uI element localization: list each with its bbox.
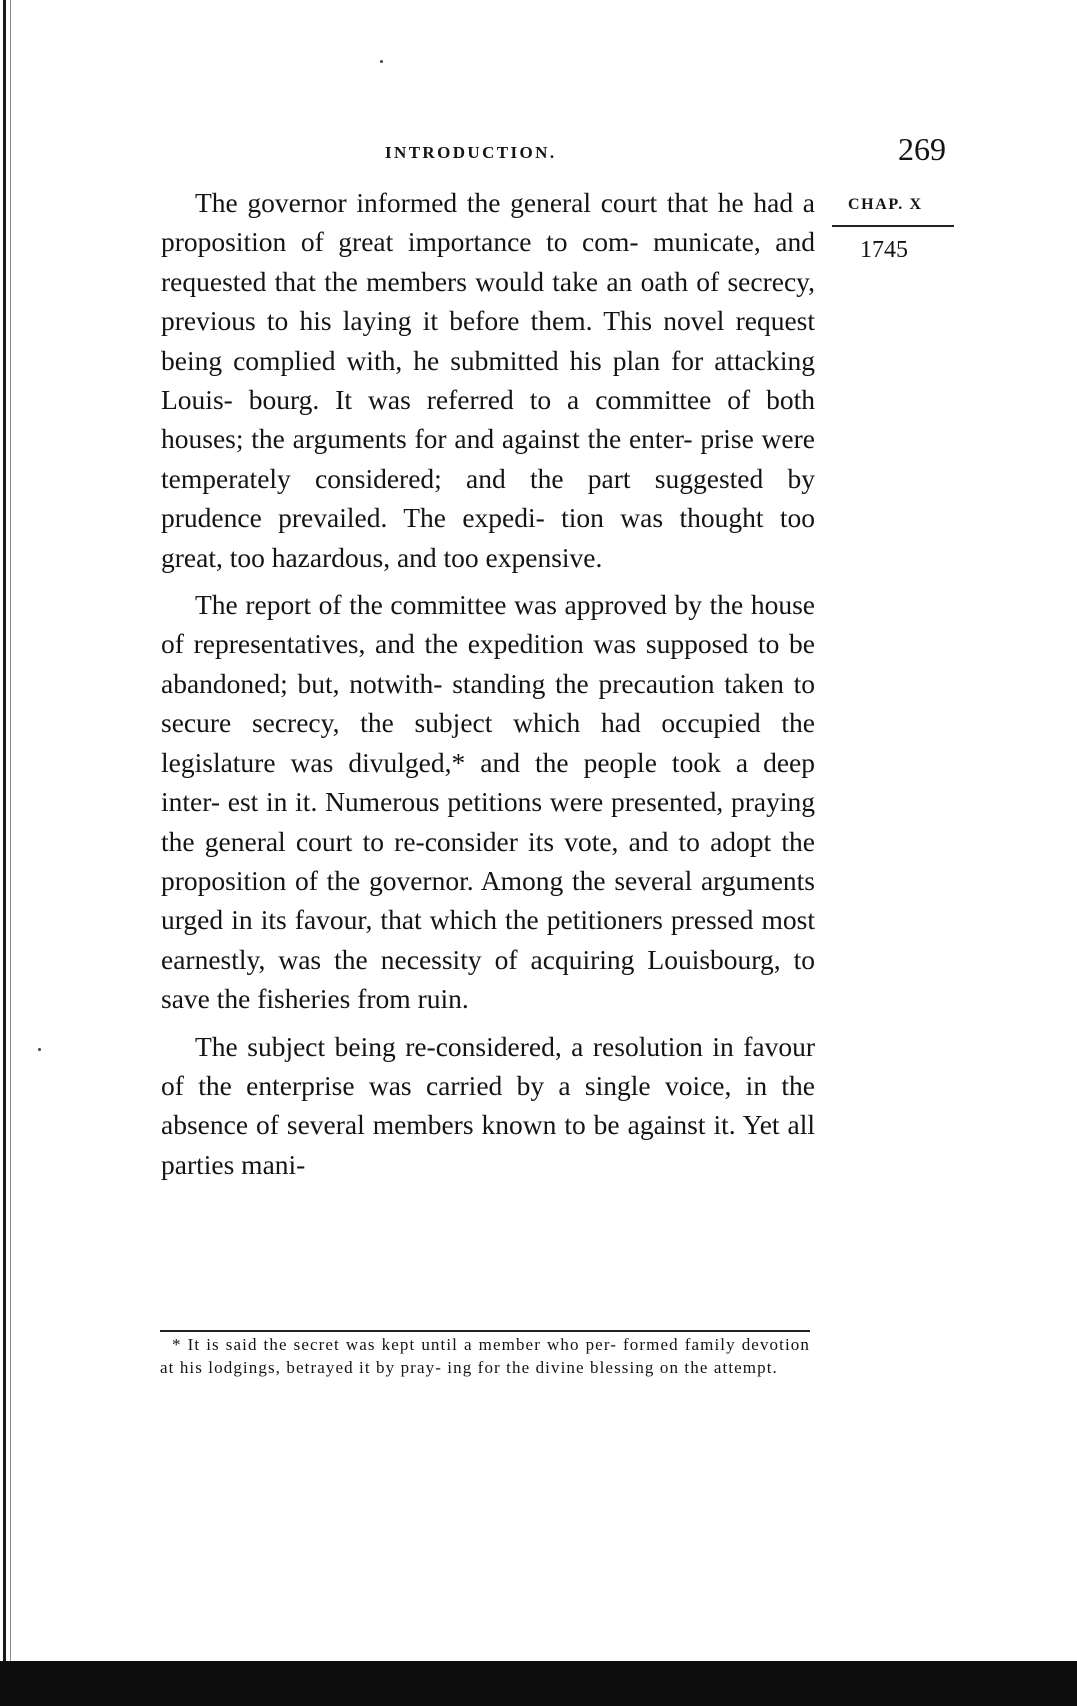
- scan-bottom-edge: [0, 1661, 1077, 1706]
- paragraph: The report of the committee was approved by the house of representatives, and the expedition was supposed to be abandoned; but, notwith- standing the precaution taken to secure secrecy, the subject which had occupied the legislature was divulged,* and the people took a deep inter- est in it. Numerous petitions were presented, praying the general court to re-consider its vote, and to adopt the proposition of the governor. Among the several arguments urged in its favour, that which the petitioners pressed most earnestly, was the necessity of acquiring Louisbourg, to save the fisheries from ruin.: [161, 589, 815, 1015]
- scan-left-edge-shadow: [10, 0, 11, 1706]
- page-number: 269: [898, 131, 946, 167]
- margin-chapter-label: CHAP. X: [848, 196, 923, 213]
- paragraph: The subject being re-considered, a resolution in favour of the enterprise was carried by a single voice, in the absence of several members known to be against it. Yet all parties mani-: [161, 1030, 815, 1180]
- scan-left-edge: [3, 0, 6, 1706]
- body-text: [161, 183, 815, 1192]
- scan-speck: [380, 60, 383, 63]
- footnote-rule: [160, 1330, 810, 1332]
- scan-speck: [38, 1048, 41, 1051]
- running-head: INTRODUCTION.: [385, 143, 557, 162]
- margin-rule: [832, 225, 954, 227]
- footnote: * It is said the secret was kept until a member who per- formed family devotion at his lodgings, betrayed it by pray- ing for the divine blessing on the attempt.: [160, 1335, 810, 1377]
- paragraph: The governor informed the general court that he had a proposition of great importance to com- municate, and requested that the members would take an oath of secrecy, previous to his laying it before them. This novel request being complied with, he submitted his plan for attacking Louis- bourg. It was referred to a committee of both houses; the arguments for and against the enter- prise were temperately considered; and the part suggested by prudence prevailed. The expedi- tion was thought too great, too hazardous, and too expensive.: [161, 187, 815, 573]
- margin-year: 1745: [860, 237, 908, 263]
